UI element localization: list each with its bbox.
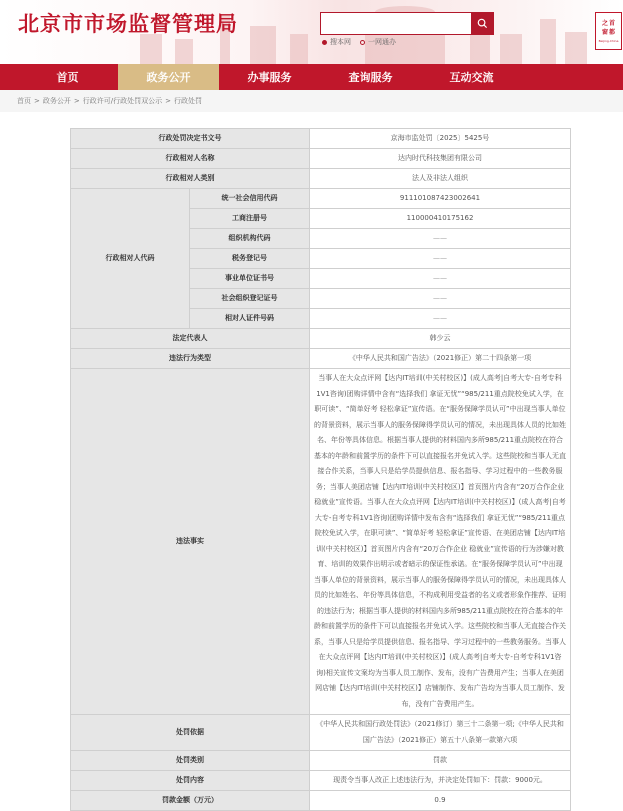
search-icon xyxy=(477,18,488,29)
breadcrumb-dual-publicity[interactable]: 行政许可/行政处罚双公示 xyxy=(82,97,163,105)
nav-item-query[interactable]: 查询服务 xyxy=(348,71,393,84)
nav-item-gov-affairs[interactable]: 政务公开 xyxy=(118,64,219,90)
table-row xyxy=(71,771,571,791)
table-row xyxy=(71,715,571,751)
logo-subtitle: Beijing-China xyxy=(598,38,619,43)
table-row xyxy=(71,189,571,209)
search-box xyxy=(320,12,494,35)
violation-type-label: 违法行为类型 xyxy=(71,349,310,369)
id-number-label: 相对人证件号码 xyxy=(190,309,310,329)
breadcrumb-penalty[interactable]: 行政处罚 xyxy=(173,97,202,105)
nav-item-home[interactable]: 首页 xyxy=(56,71,79,84)
table-row xyxy=(71,169,571,189)
breadcrumb-separator: > xyxy=(73,97,80,105)
main-nav xyxy=(0,64,623,90)
table-row xyxy=(71,349,571,369)
fine-amount-value: 0.9 xyxy=(310,791,571,811)
basis-label: 处罚依据 xyxy=(71,715,310,751)
facts-label: 违法事实 xyxy=(71,369,310,715)
breadcrumb-gov-affairs[interactable]: 政务公开 xyxy=(42,97,71,105)
table-row xyxy=(71,329,571,349)
search-scope-onenet[interactable] xyxy=(360,37,396,47)
logo-char: 都 xyxy=(609,28,616,36)
breadcrumb xyxy=(0,90,623,112)
tax-reg-value: —— xyxy=(310,249,571,269)
party-name-value: 达内时代科技集团有限公司 xyxy=(310,149,571,169)
nav-item-services[interactable]: 办事服务 xyxy=(247,71,292,84)
search-scope-onenet-label: 一网通办 xyxy=(368,38,396,46)
legal-rep-label: 法定代表人 xyxy=(71,329,310,349)
penalty-type-value: 罚款 xyxy=(310,751,571,771)
radio-selected-icon xyxy=(322,40,327,45)
social-org-label: 社会组织登记证号 xyxy=(190,289,310,309)
table-row xyxy=(71,129,571,149)
credit-code-value: 911101087423002641 xyxy=(310,189,571,209)
business-reg-value: 110000410175162 xyxy=(310,209,571,229)
business-reg-label: 工商注册号 xyxy=(190,209,310,229)
org-code-label: 组织机构代码 xyxy=(190,229,310,249)
breadcrumb-separator: > xyxy=(34,97,40,105)
social-org-value: —— xyxy=(310,289,571,309)
radio-unselected-icon xyxy=(360,40,365,45)
table-row xyxy=(71,791,571,811)
table-row xyxy=(71,751,571,771)
logo-char: 首 xyxy=(609,19,616,27)
doc-no-value: 京海市监处罚〔2025〕5425号 xyxy=(310,129,571,149)
party-name-label: 行政相对人名称 xyxy=(71,149,310,169)
doc-no-label: 行政处罚决定书文号 xyxy=(71,129,310,149)
org-code-value: —— xyxy=(310,229,571,249)
breadcrumb-separator: > xyxy=(165,97,171,105)
institution-cert-value: —— xyxy=(310,269,571,289)
breadcrumb-home[interactable]: 首页 xyxy=(17,97,31,105)
id-number-value: —— xyxy=(310,309,571,329)
violation-type-value: 《中华人民共和国广告法》（2021修正）第二十四条第一项 xyxy=(310,349,571,369)
search-button[interactable] xyxy=(471,13,493,34)
fine-amount-label: 罚款金额（万元） xyxy=(71,791,310,811)
institution-cert-label: 事业单位证书号 xyxy=(190,269,310,289)
penalty-detail-table xyxy=(70,128,570,811)
logo-char: 之 xyxy=(601,19,608,27)
credit-code-label: 统一社会信用代码 xyxy=(190,189,310,209)
penalty-content-value: 现责令当事人改正上述违法行为，并决定处罚如下：罚款：9000元。 xyxy=(310,771,571,791)
search-scope-site[interactable] xyxy=(322,37,351,47)
site-title: 北京市市场监督管理局 xyxy=(18,12,238,36)
logo-char: 窗 xyxy=(601,28,608,36)
party-code-label: 行政相对人代码 xyxy=(71,189,190,329)
table-row xyxy=(71,149,571,169)
party-type-value: 法人及非法人组织 xyxy=(310,169,571,189)
search-scope-site-label: 搜本网 xyxy=(330,38,351,46)
tax-reg-label: 税务登记号 xyxy=(190,249,310,269)
penalty-content-label: 处罚内容 xyxy=(71,771,310,791)
site-header xyxy=(0,0,623,64)
nav-item-interaction[interactable]: 互动交流 xyxy=(449,71,494,84)
legal-rep-value: 韩少云 xyxy=(310,329,571,349)
search-scope-group xyxy=(322,37,396,47)
capital-window-logo[interactable] xyxy=(595,12,622,50)
search-input[interactable] xyxy=(321,13,471,34)
table-row xyxy=(71,369,571,715)
penalty-type-label: 处罚类别 xyxy=(71,751,310,771)
party-type-label: 行政相对人类别 xyxy=(71,169,310,189)
basis-value: 《中华人民共和国行政处罚法》（2021修订）第三十二条第一项;《中华人民共和国广告法》（2021修正）第五十八条第一款第六项 xyxy=(310,715,571,751)
facts-value: 当事人在大众点评网【达内IT培训(中关村校区)】(成人高考|自考大专-自考专科1V1咨询)团购详情中含有“选择我们 拿证无忧”“985/211重点院校免试入学，在职可读”、“简单好考 轻松拿证”宣传语。在“服务保障学员认可”中出现当事人单位的背景资料，展示当事人的服务保障得学员认可的情况，未出现具体人员的比如姓名、年份等具体信息。根据当事人提供的材料国内多所985/211重点院校在符合基本的年龄和前置学历的条件下可以直接报名并免试入学。这些院校和当事人无直接合作关系，当事人只是给学员提供信息、报名指导、学习过程中的一些教务服务；当事人美团店铺【达内IT培训(中关村校区)】首页图片内含有“20万合作企业 稳就业”宣传语。当事人在大众点评网【达内IT培训(中关村校区)】(成人高考|自考大专-自考专科1V1咨询)团购详情中发布含有“选择我们 拿证无忧”“985/211重点院校免试入学，在职可读”、“简单好考 轻松拿证”宣传语、在美团店铺【达内IT培训(中关村校区)】首页图片内含有“20万合作企业 稳就业”宣传语的行为涉嫌对教育、培训的效果作出明示或者暗示的保证性承诺。在“服务保障学员认可”中出现当事人单位的背景资料，展示当事人的服务保障得学员认可的情况，未出现具体人员的比如姓名、年份等具体信息，不构成利用受益者的名义或者形象作推荐、证明的违法行为；根据当事人提供的材料国内多所985/211重点院校在符合基本的年龄和前置学历的条件下可以直接报名并免试入学。这些院校和当事人无直接合作关系，当事人只是给学员提供信息、报名指导、学习过程中的一些教务服务。当事人在大众点评网【达内IT培训(中关村校区)】(成人高考|自考大专-自考专科1V1咨询)相关宣传文案均为当事人员工制作、发布，没有广告费用产生；当事人在美团网店铺【达内IT培训(中关村校区)】店铺制作、发布广告均为当事人员工制作、发布，没有广告费用产生。 xyxy=(310,369,571,715)
